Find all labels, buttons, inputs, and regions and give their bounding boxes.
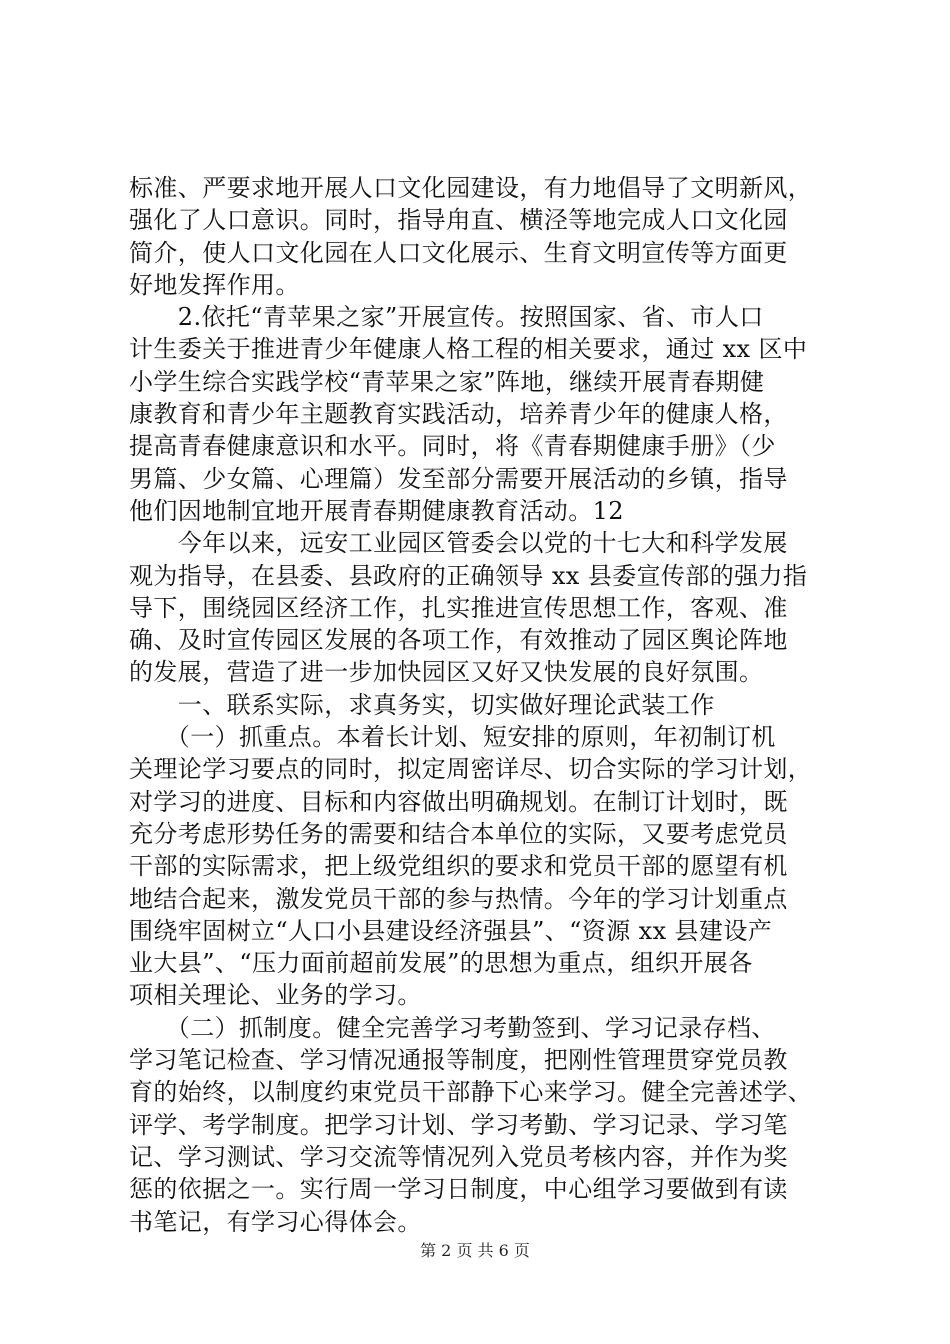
text-line: 对学习的进度、目标和内容做出明确规划。在制订计划时，既 (129, 787, 788, 816)
text-line: 提高青春健康意识和水平。同时，将《青春期健康手册》（少 (129, 432, 776, 461)
text-line: 今年以来，远安工业园区管委会以党的十七大和科学发展 (129, 529, 788, 558)
text-line: 康教育和青少年主题教育实践活动，培养青少年的健康人格， (129, 400, 788, 429)
text-line: 计生委关于推进青少年健康人格工程的相关要求，通过 xx 区中 (129, 335, 808, 364)
text-line: 2.依托“青苹果之家”开展宣传。按照国家、省、市人口 (129, 303, 764, 332)
text-line: 导下，围绕园区经济工作，扎实推进宣传思想工作，客观、准 (129, 593, 788, 622)
text-line: 育的始终，以制度约束党员干部静下心来学习。健全完善述学、 (129, 1078, 813, 1107)
text-line: 标准、严要求地开展人口文化园建设，有力地倡导了文明新风， (129, 174, 813, 202)
text-line: 的发展，营造了进一步加快园区又好又快发展的良好氛围。 (129, 658, 764, 687)
document-body (129, 172, 835, 1238)
page-number-footer: 第 2 页 共 6 页 (420, 1241, 530, 1260)
text-line: 确、及时宣传园区发展的各项工作，有效推动了园区舆论阵地 (129, 626, 788, 655)
text-line: （二）抓制度。健全完善学习考勤签到、学习记录存档、 (129, 1013, 776, 1042)
text-line: 项相关理论、业务的学习。 (129, 981, 422, 1010)
text-line: 关理论学习要点的同时，拟定周密详尽、切合实际的学习计划， (129, 755, 813, 784)
text-line: 简介，使人口文化园在人口文化展示、生育文明宣传等方面更 (129, 238, 788, 267)
text-line: 强化了人口意识。同时，指导甪直、横泾等地完成人口文化园 (129, 206, 788, 235)
text-line: 评学、考学制度。把学习计划、学习考勤、学习记录、学习笔 (129, 1110, 788, 1139)
text-line: 干部的实际需求，把上级党组织的要求和党员干部的愿望有机 (129, 852, 788, 881)
text-line: 书笔记，有学习心得体会。 (129, 1207, 422, 1236)
text-line: 记、学习测试、学习交流等情况列入党员考核内容，并作为奖 (129, 1142, 788, 1171)
text-line: 他们因地制宜地开展青春期健康教育活动。12 (129, 496, 624, 525)
text-line: 业大县”、“压力面前超前发展”的思想为重点，组织开展各 (129, 949, 753, 978)
text-line: （一）抓重点。本着长计划、短安排的原则，年初制订机 (129, 723, 776, 752)
text-line: 观为指导，在县委、县政府的正确领导 xx 县委宣传部的强力指 (129, 561, 808, 590)
text-line: 男篇、少女篇、心理篇）发至部分需要开展活动的乡镇，指导 (129, 464, 788, 493)
text-line: 小学生综合实践学校“青苹果之家”阵地，继续开展青春期健 (129, 367, 765, 396)
text-line: 惩的依据之一。实行周一学习日制度，中心组学习要做到有读 (129, 1175, 788, 1204)
text-line: 围绕牢固树立“人口小县建设经济强县”、“资源 xx 县建设产 (129, 916, 773, 945)
text-line: 充分考虑形势任务的需要和结合本单位的实际，又要考虑党员 (129, 819, 788, 848)
text-line: 地结合起来，激发党员干部的参与热情。今年的学习计划重点 (129, 884, 788, 913)
text-line: 好地发挥作用。 (129, 270, 300, 299)
section-heading: 一、联系实际，求真务实，切实做好理论武装工作 (129, 690, 715, 719)
text-line: 学习笔记检查、学习情况通报等制度，把刚性管理贯穿党员教 (129, 1046, 788, 1075)
